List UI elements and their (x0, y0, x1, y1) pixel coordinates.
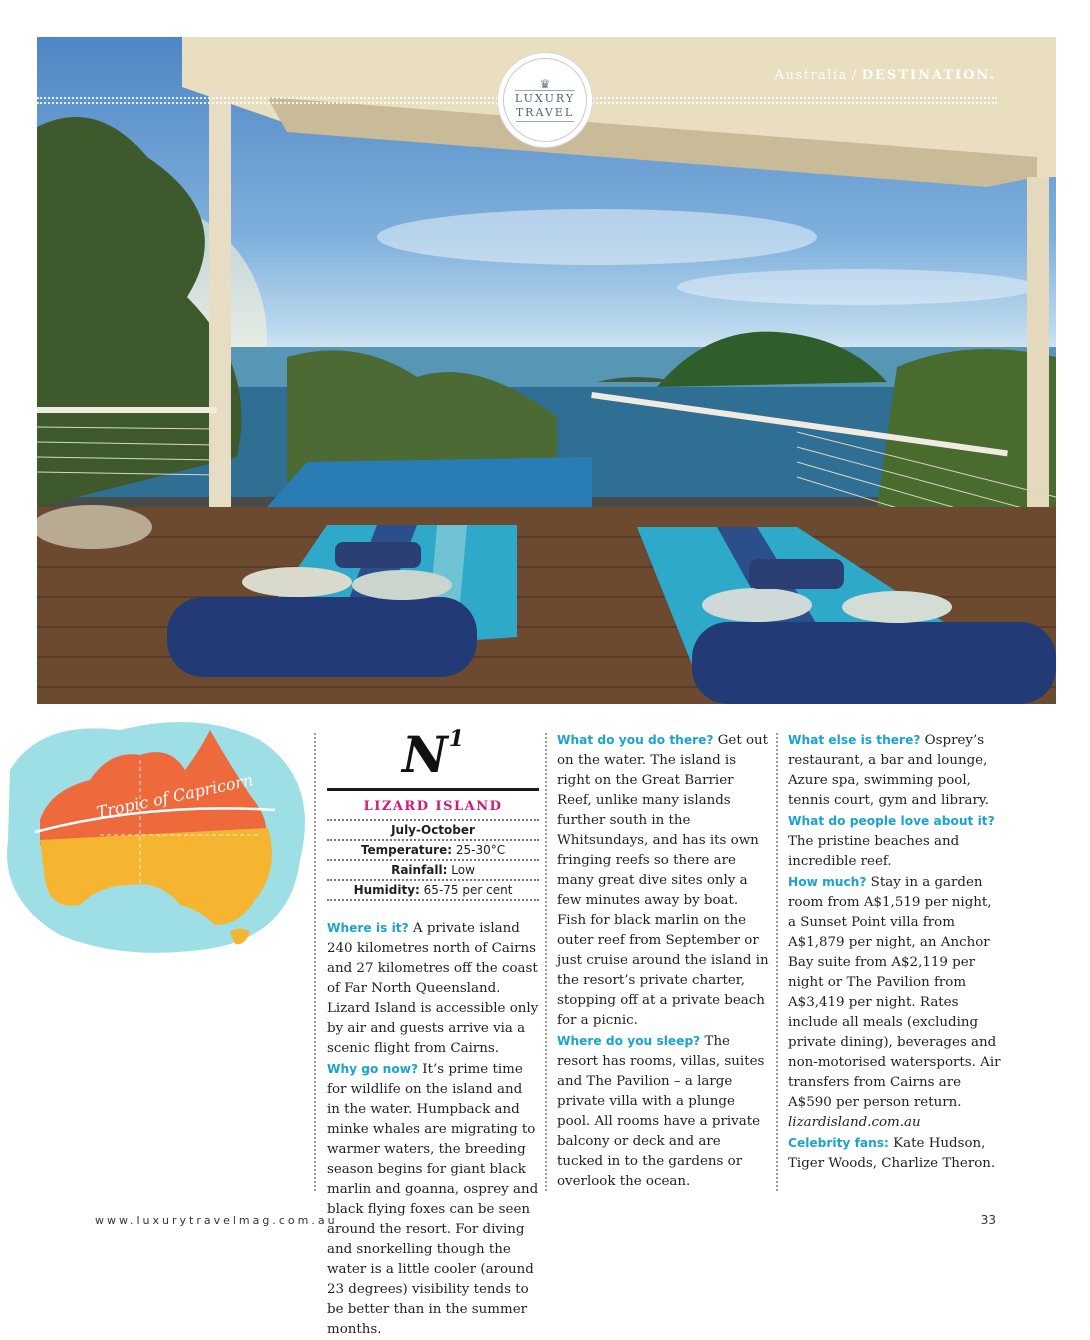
australia-map (0, 710, 320, 960)
fact-value: Low (451, 863, 475, 877)
much-question: How much? (788, 875, 867, 889)
why-answer: It’s prime time for wildlife on the island and in the water. Humpback and minke whales are migrating to warmer waters, the breeding season begins for giant black marlin and goanna, osprey and black flying foxes can be seen around the resort. For diving and snorkelling though the water is a little cooler (around 23 degrees) visibility tends to be better than in the summer months. (327, 1062, 539, 1337)
fact-rainfall (327, 861, 539, 881)
ranking-value: 1 (448, 726, 464, 752)
fans-answer: Kate Hudson, Tiger Woods, Charlize Theron. (788, 1136, 996, 1171)
fact-label: Temperature: (360, 843, 453, 857)
section-country: Australia (774, 68, 848, 83)
logo-line-2: TRAVEL (516, 106, 574, 122)
else-question: What else is there? (788, 733, 921, 747)
section-label (775, 68, 996, 83)
column-rule (314, 733, 316, 1191)
luxury-travel-logo (498, 53, 592, 147)
ranking-prefix: N (401, 725, 448, 784)
article-column-1 (327, 725, 539, 1340)
crown-icon: ♛ (539, 77, 551, 91)
much-paragraph (788, 872, 1002, 1113)
logo-ring (503, 58, 587, 142)
fact-label: Humidity: (353, 883, 420, 897)
article-column-3 (788, 730, 1002, 1174)
sleep-answer: The resort has rooms, villas, suites and The Pavilion – a large private villa with a plunge pool. All rooms have a private balcony or deck and are tucked in to the gardens or overlook the ocean. (557, 1034, 765, 1189)
do-paragraph (557, 730, 769, 1031)
love-answer: The pristine beaches and incredible reef. (788, 834, 960, 869)
fact-value: 65-75 per cent (423, 883, 513, 897)
do-question: What do you do there? (557, 733, 714, 747)
fact-season: July-October (327, 821, 539, 841)
fact-temperature (327, 841, 539, 861)
sleep-paragraph (557, 1031, 769, 1192)
fact-box (327, 788, 539, 901)
article-column-2 (557, 730, 769, 1192)
section-separator: / (851, 68, 858, 83)
fact-title: LIZARD ISLAND (327, 788, 539, 821)
else-paragraph (788, 730, 1002, 811)
fact-humidity (327, 881, 539, 901)
website-link[interactable]: lizardisland.com.au (788, 1115, 921, 1130)
fans-question: Celebrity fans: (788, 1136, 889, 1150)
much-answer: Stay in a garden room from A$1,519 per night, a Sunset Point villa from A$1,879 per night, an Anchor Bay suite from A$2,119 per night or The Pavilion from A$3,419 per night. Rates include all meals (excluding private dining), beverages and non-motorised watersports. Air transfers from Cairns are A$590 per person return. (788, 875, 1001, 1110)
fact-value: 25-30°C (455, 843, 506, 857)
why-paragraph (327, 1059, 539, 1340)
sleep-question: Where do you sleep? (557, 1034, 701, 1048)
love-question: What do people love about it? (788, 814, 995, 828)
column-rule (545, 733, 547, 1191)
where-question: Where is it? (327, 921, 409, 935)
fact-label: Rainfall: (391, 863, 448, 877)
page-number: 33 (980, 1213, 996, 1227)
logo-line-1: LUXURY (514, 92, 576, 105)
do-answer: Get out on the water. The island is right on the Great Barrier Reef, unlike many islands further south in the Whitsundays, and has its own fringing reefs so there are many great dive sites only a few minutes away by boat. Fish for black marlin on the outer reef from September or just cruise around the island in the resort’s private charter, stopping off at a private beach for a picnic. (557, 733, 769, 1028)
column-rule (776, 733, 778, 1191)
why-question: Why go now? (327, 1062, 419, 1076)
footer-url[interactable]: www.luxurytravelmag.com.au (95, 1214, 338, 1227)
where-answer: A private island 240 kilometres north of Cairns and 27 kilometres off the coast of Far North Queensland. Lizard Island is accessible only by air and guests arrive via a scenic flight from Cairns. (327, 921, 539, 1056)
fans-paragraph (788, 1133, 1002, 1174)
tropic-label: Tropic of Capricorn (94, 770, 255, 822)
love-paragraph (788, 811, 1002, 872)
where-paragraph (327, 918, 539, 1059)
ranking-number (327, 725, 539, 784)
else-answer: Osprey’s restaurant, a bar and lounge, Azure spa, swimming pool, tennis court, gym and library. (788, 733, 989, 808)
section-name: DESTINATION. (861, 68, 996, 83)
